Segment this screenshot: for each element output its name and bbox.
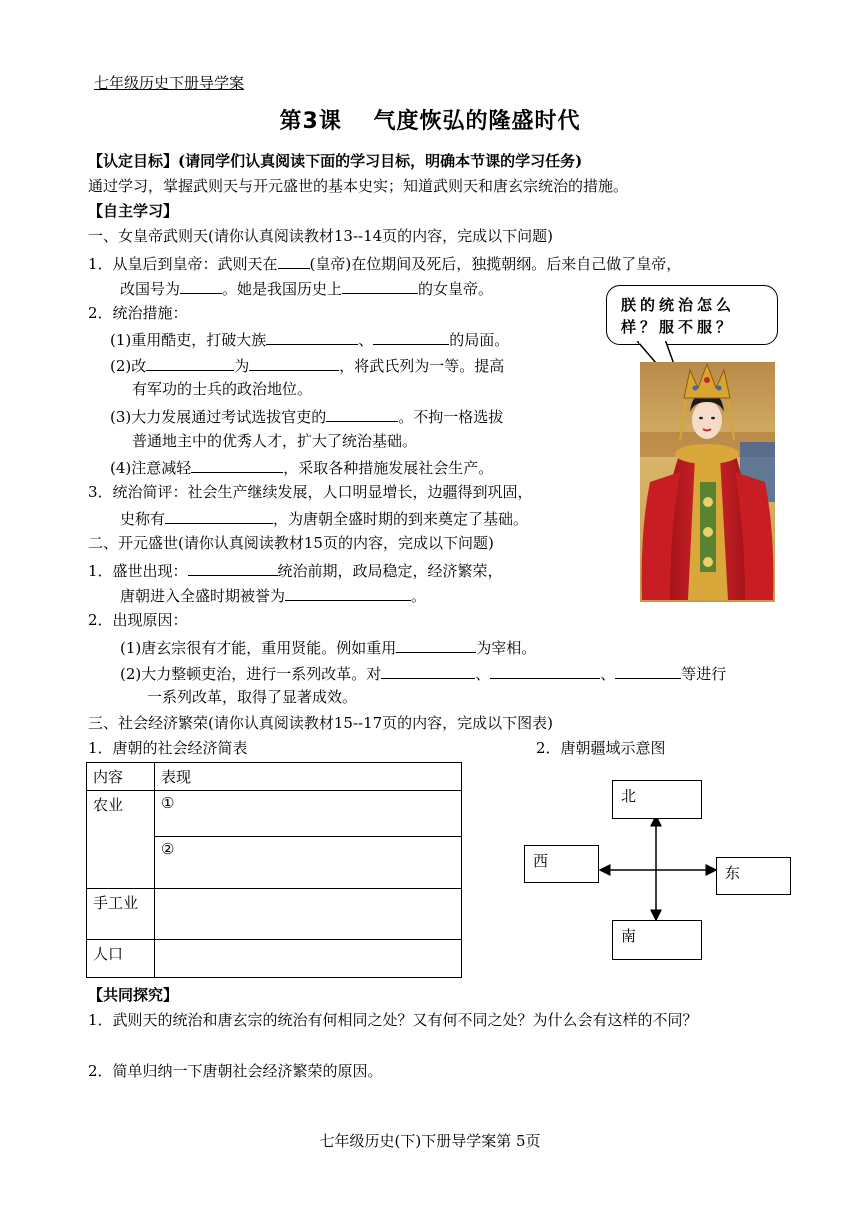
blank-unique[interactable] [342,277,418,294]
measure-4 [110,456,493,478]
r1-text-a: (1)唐玄宗很有才能，重用贤能。例如重用 [120,639,397,657]
inquiry-q1: 1．武则天的统治和唐玄宗的统治有何相同之处？又有何不同之处？为什么会有这样的不同？ [88,1011,698,1029]
table-header-row [87,763,462,791]
south-label: 南 [621,927,637,945]
q1-text-d: 。她是我国历史上 [222,280,343,298]
section-1-heading: 一、女皇帝武则天(请你认真阅读教材13--14页的内容，完成以下问题) [88,227,554,245]
blank-title[interactable] [165,507,273,524]
reason-1 [120,636,536,658]
map-east-box[interactable] [716,857,791,895]
q1-text-a: 1．从皇后到皇帝：武则天在 [88,255,278,273]
self-study-label: 【自主学习】 [88,202,179,220]
m1-text-a: (1)重用酷吏，打破大族 [110,331,267,349]
m2-text-c: ，将武氏列为一等。提高 [339,357,505,375]
q1-text-c: 改国号为 [120,280,181,298]
blank-chancellor[interactable] [396,636,476,653]
goal-section [88,151,582,171]
blank-ruler[interactable] [188,559,278,576]
table-row [87,940,462,978]
r2-text-c: 、 [600,665,616,683]
economy-table [86,762,462,978]
section-3-heading: 三、社会经济繁荣(请你认真阅读教材15--17页的内容，完成以下图表) [88,714,554,732]
page-footer: 七年级历史(下)下册导学案第 5页 [319,1132,541,1150]
reason-2-cont: 一系列改革，取得了显著成效。 [147,688,358,706]
r1-text-b: 为宰相。 [476,639,537,657]
row-handicraft: 手工业 [87,889,155,940]
measure-3 [110,405,503,427]
k1-text-a: 1．盛世出现： [88,562,188,580]
header-performance: 表现 [155,763,462,791]
header-content: 内容 [87,763,155,791]
q3-text-c: ，为唐朝全盛时期的到来奠定了基础。 [273,510,529,528]
blank-era-name[interactable] [285,584,411,601]
west-label: 西 [533,852,549,870]
r2-text-d: 等进行 [681,665,727,683]
blank-clan-2[interactable] [373,328,449,345]
reason-2 [120,662,726,684]
blank-book-new[interactable] [249,354,339,371]
map-north-box[interactable] [612,780,702,819]
kaiyuan-1 [88,559,503,581]
m4-text-b: ，采取各种措施发展社会生产。 [283,459,494,477]
blank-exam-system[interactable] [326,405,398,422]
empress-wu-photo [640,362,775,602]
measure-1 [110,328,509,350]
q1-text-e: 的女皇帝。 [418,280,494,298]
blank-reform-3[interactable] [615,662,681,679]
k1-text-c: 唐朝进入全盛时期被誉为 [120,587,286,605]
question-2: 2．统治措施： [88,304,188,322]
speech-bubble [606,285,778,345]
map-caption: 2．唐朝疆域示意图 [536,739,666,757]
k1-text-b: 统治前期，政局稳定，经济繁荣， [277,562,503,580]
blank-reform-2[interactable] [490,662,600,679]
table-row [87,791,462,837]
goal-instruction: (请同学们认真阅读下面的学习目标，明确本节课的学习任务) [178,152,583,170]
inquiry-q2: 2．简单归纳一下唐朝社会经济繁荣的原因。 [88,1062,383,1080]
blank-dynasty[interactable] [180,277,222,294]
blank-book-old[interactable] [146,354,234,371]
m4-text-a: (4)注意减轻 [110,459,192,477]
bubble-text: 朕的统治怎么样？服不服？ [621,296,736,336]
blank-reform-1[interactable] [381,662,475,679]
m2-text-a: (2)改 [110,357,147,375]
m1-text-b: 、 [358,331,374,349]
kaiyuan-2: 2．出现原因： [88,611,188,629]
map-west-box[interactable] [524,845,599,883]
agri-cell-1[interactable]: ① [155,791,462,837]
table-row [87,889,462,940]
k1-text-d: 。 [411,587,427,605]
north-label: 北 [621,787,637,805]
m2-text-b: 为 [234,357,250,375]
q1-text-b: (皇帝)在位期间及死后，独揽朝纲。后来自己做了皇帝， [309,255,682,273]
q3-text-b: 史称有 [120,510,166,528]
r2-text-a: (2)大力整顿吏治，进行一系列改革。对 [120,665,382,683]
section-2-heading: 二、开元盛世(请你认真阅读教材15页的内容，完成以下问题) [88,534,494,552]
question-3-cont [120,507,528,529]
measure-3-cont: 普通地主中的优秀人才，扩大了统治基础。 [132,432,418,450]
blank-burden[interactable] [191,456,283,473]
page-header: 七年级历史下册导学案 [94,74,245,92]
pop-cell[interactable] [155,940,462,978]
inquiry-label: 【共同探究】 [88,986,179,1004]
lesson-title: 第3课 气度恢弘的隆盛时代 [279,109,581,134]
m3-text-b: 。不拘一格选拔 [398,408,504,426]
question-3: 3．统治简评：社会生产继续发展，人口明显增长，边疆得到巩固， [88,483,533,501]
question-1-cont [120,277,493,299]
east-label: 东 [725,864,741,882]
r2-text-b: 、 [475,665,491,683]
empress-figure-icon [640,362,775,602]
row-agriculture: 农业 [87,791,155,889]
craft-cell[interactable] [155,889,462,940]
kaiyuan-1-cont [120,584,426,606]
agri-cell-2[interactable]: ② [155,837,462,889]
blank-clan-1[interactable] [266,328,358,345]
row-population: 人口 [87,940,155,978]
table-caption: 1．唐朝的社会经济简表 [88,739,248,757]
m3-text-a: (3)大力发展通过考试选拔官吏的 [110,408,327,426]
blank-emperor[interactable] [278,252,310,269]
goal-text: 通过学习，掌握武则天与开元盛世的基本史实；知道武则天和唐玄宗统治的措施。 [88,177,629,195]
measure-2 [110,354,504,376]
map-south-box[interactable] [612,920,702,960]
question-1 [88,252,681,274]
m1-text-c: 的局面。 [449,331,510,349]
measure-2-cont: 有军功的士兵的政治地位。 [132,380,313,398]
goal-label: 【认定目标】 [88,152,179,170]
